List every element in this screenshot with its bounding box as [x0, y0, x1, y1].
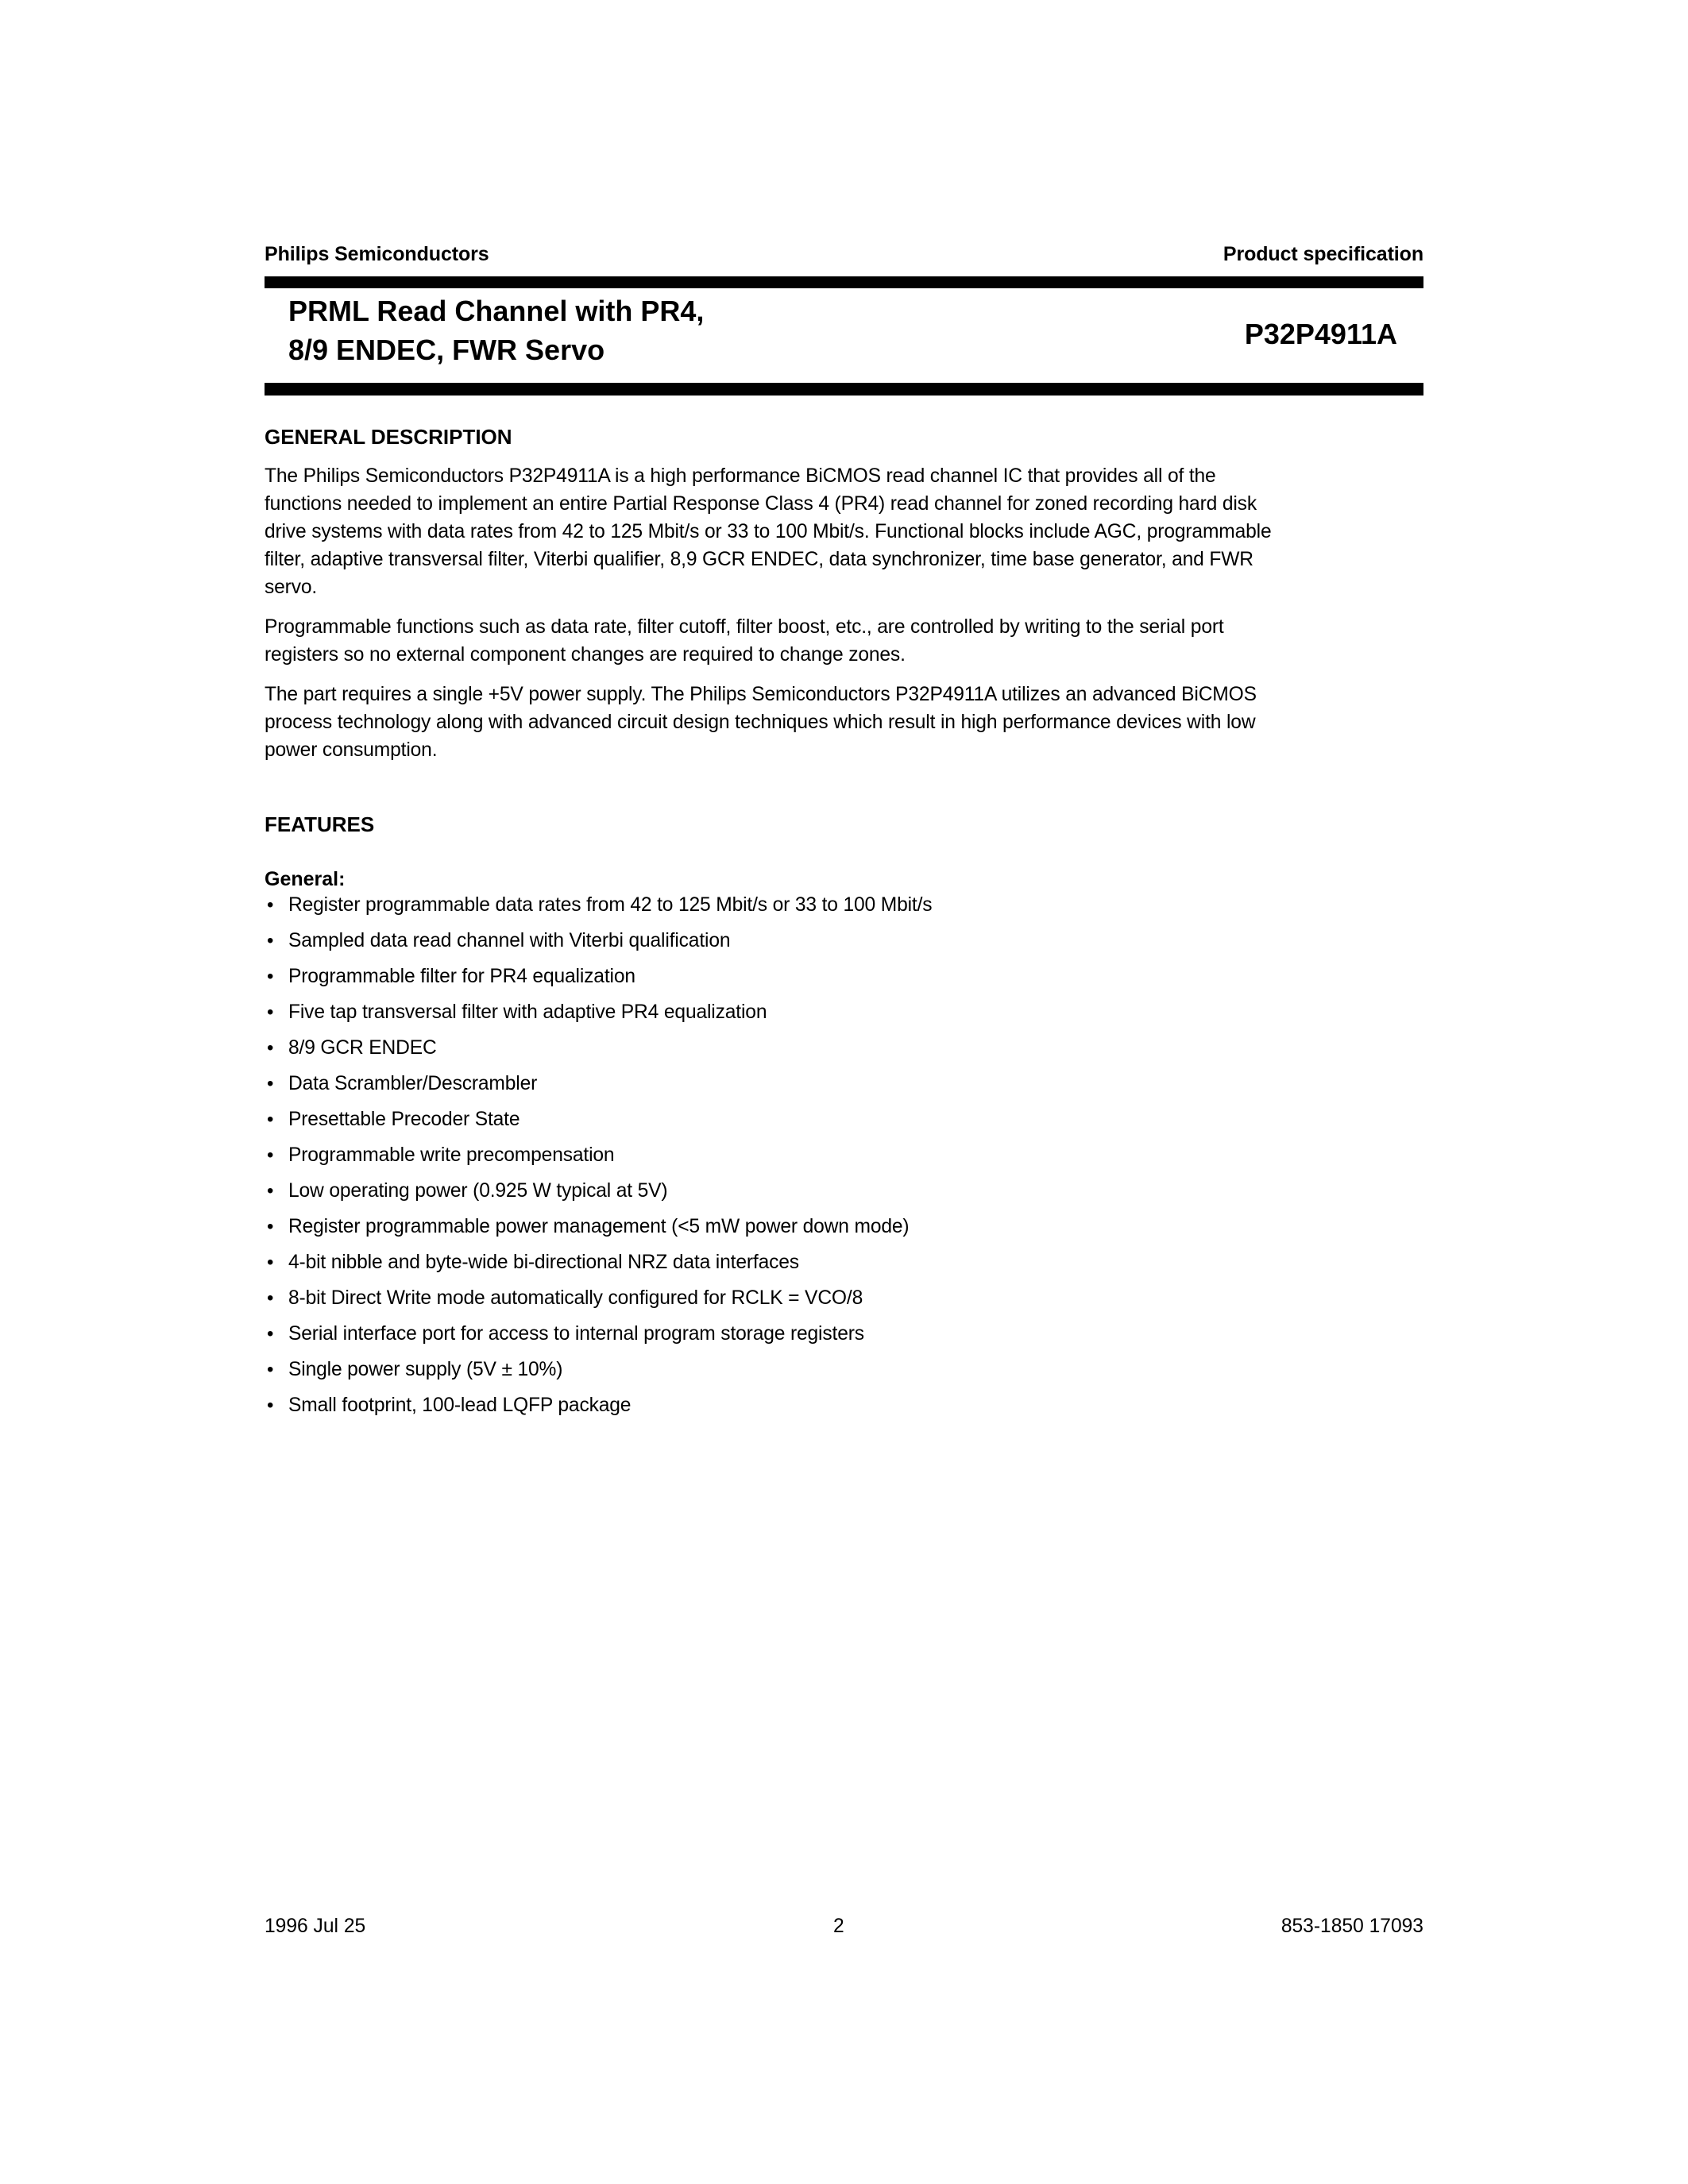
document-title-line-1: PRML Read Channel with PR4,	[288, 295, 705, 327]
footer-document-code: 853-1850 17093	[1280, 1916, 1423, 1937]
feature-text: 8/9 GCR ENDEC	[288, 1037, 437, 1059]
bullet-icon: •	[267, 894, 274, 916]
bullet-icon: •	[267, 1359, 274, 1380]
bullet-icon: •	[267, 930, 274, 951]
feature-text: Five tap transversal filter with adaptive PR4 equalization	[288, 1001, 767, 1023]
header-rule-bottom	[265, 383, 1423, 396]
paragraph-line: registers so no external component changes are required to change zones.	[265, 644, 906, 666]
footer-date: 1996 Jul 25	[265, 1916, 366, 1937]
section-heading-general-description: GENERAL DESCRIPTION	[265, 425, 512, 449]
feature-text: Single power supply (5V ± 10%)	[288, 1359, 563, 1380]
feature-text: 4-bit nibble and byte-wide bi-directional NRZ data interfaces	[288, 1252, 799, 1273]
section-heading-features: FEATURES	[265, 812, 375, 836]
footer-page-number: 2	[833, 1916, 844, 1937]
feature-text: Presettable Precoder State	[288, 1109, 520, 1130]
paragraph-line: filter, adaptive transversal filter, Viterbi qualifier, 8,9 GCR ENDEC, data synchronizer, time base generator, and FWR	[265, 549, 1253, 570]
paragraph-line: Programmable functions such as data rate, filter cutoff, filter boost, etc., are controlled by writing to the serial port	[265, 616, 1224, 638]
feature-text: Register programmable data rates from 42 to 125 Mbit/s or 33 to 100 Mbit/s	[288, 894, 933, 916]
company-name: Philips Semiconductors	[265, 243, 489, 265]
document-page	[265, 0, 1423, 2184]
bullet-icon: •	[267, 966, 274, 987]
bullet-icon: •	[267, 1073, 274, 1094]
bullet-icon: •	[267, 1252, 274, 1273]
part-number: P32P4911A	[1244, 318, 1397, 350]
paragraph-line: power consumption.	[265, 739, 438, 761]
description-paragraph-2	[265, 613, 1423, 669]
feature-text: Register programmable power management (<5 mW power down mode)	[288, 1216, 910, 1237]
feature-text: Data Scrambler/Descrambler	[288, 1073, 538, 1094]
bullet-icon: •	[267, 1287, 274, 1309]
paragraph-line: functions needed to implement an entire Partial Response Class 4 (PR4) read channel for zoned recording hard disk	[265, 493, 1257, 515]
header-rule-top	[265, 276, 1423, 288]
description-paragraph-3	[265, 681, 1423, 764]
features-subheading-general: General:	[265, 868, 346, 890]
feature-text: Low operating power (0.925 W typical at 5V)	[288, 1180, 668, 1202]
bullet-icon: •	[267, 1037, 274, 1059]
paragraph-line: process technology along with advanced circuit design techniques which result in high performance devices with low	[265, 712, 1256, 733]
bullet-icon: •	[267, 1395, 274, 1416]
feature-text: Small footprint, 100-lead LQFP package	[288, 1395, 632, 1416]
bullet-icon: •	[267, 1323, 274, 1345]
description-paragraph-1	[265, 462, 1423, 601]
document-type: Product specification	[1223, 243, 1423, 265]
bullet-icon: •	[267, 1216, 274, 1237]
document-title-line-2: 8/9 ENDEC, FWR Servo	[288, 334, 605, 366]
bullet-icon: •	[267, 1109, 274, 1130]
feature-text: Serial interface port for access to internal program storage registers	[288, 1323, 864, 1345]
paragraph-line: The Philips Semiconductors P32P4911A is a high performance BiCMOS read channel IC that provides all of the	[265, 465, 1216, 487]
bullet-icon: •	[267, 1144, 274, 1166]
paragraph-line: The part requires a single +5V power supply. The Philips Semiconductors P32P4911A utilizes an advanced BiCMOS	[265, 684, 1257, 705]
paragraph-line: servo.	[265, 577, 318, 598]
bullet-icon: •	[267, 1180, 274, 1202]
bullet-icon: •	[267, 1001, 274, 1023]
feature-text: 8-bit Direct Write mode automatically configured for RCLK = VCO/8	[288, 1287, 863, 1309]
feature-text: Programmable write precompensation	[288, 1144, 615, 1166]
paragraph-line: drive systems with data rates from 42 to 125 Mbit/s or 33 to 100 Mbit/s. Functional blocks include AGC, programmable	[265, 521, 1272, 542]
feature-text: Programmable filter for PR4 equalization	[288, 966, 635, 987]
feature-text: Sampled data read channel with Viterbi qualification	[288, 930, 731, 951]
